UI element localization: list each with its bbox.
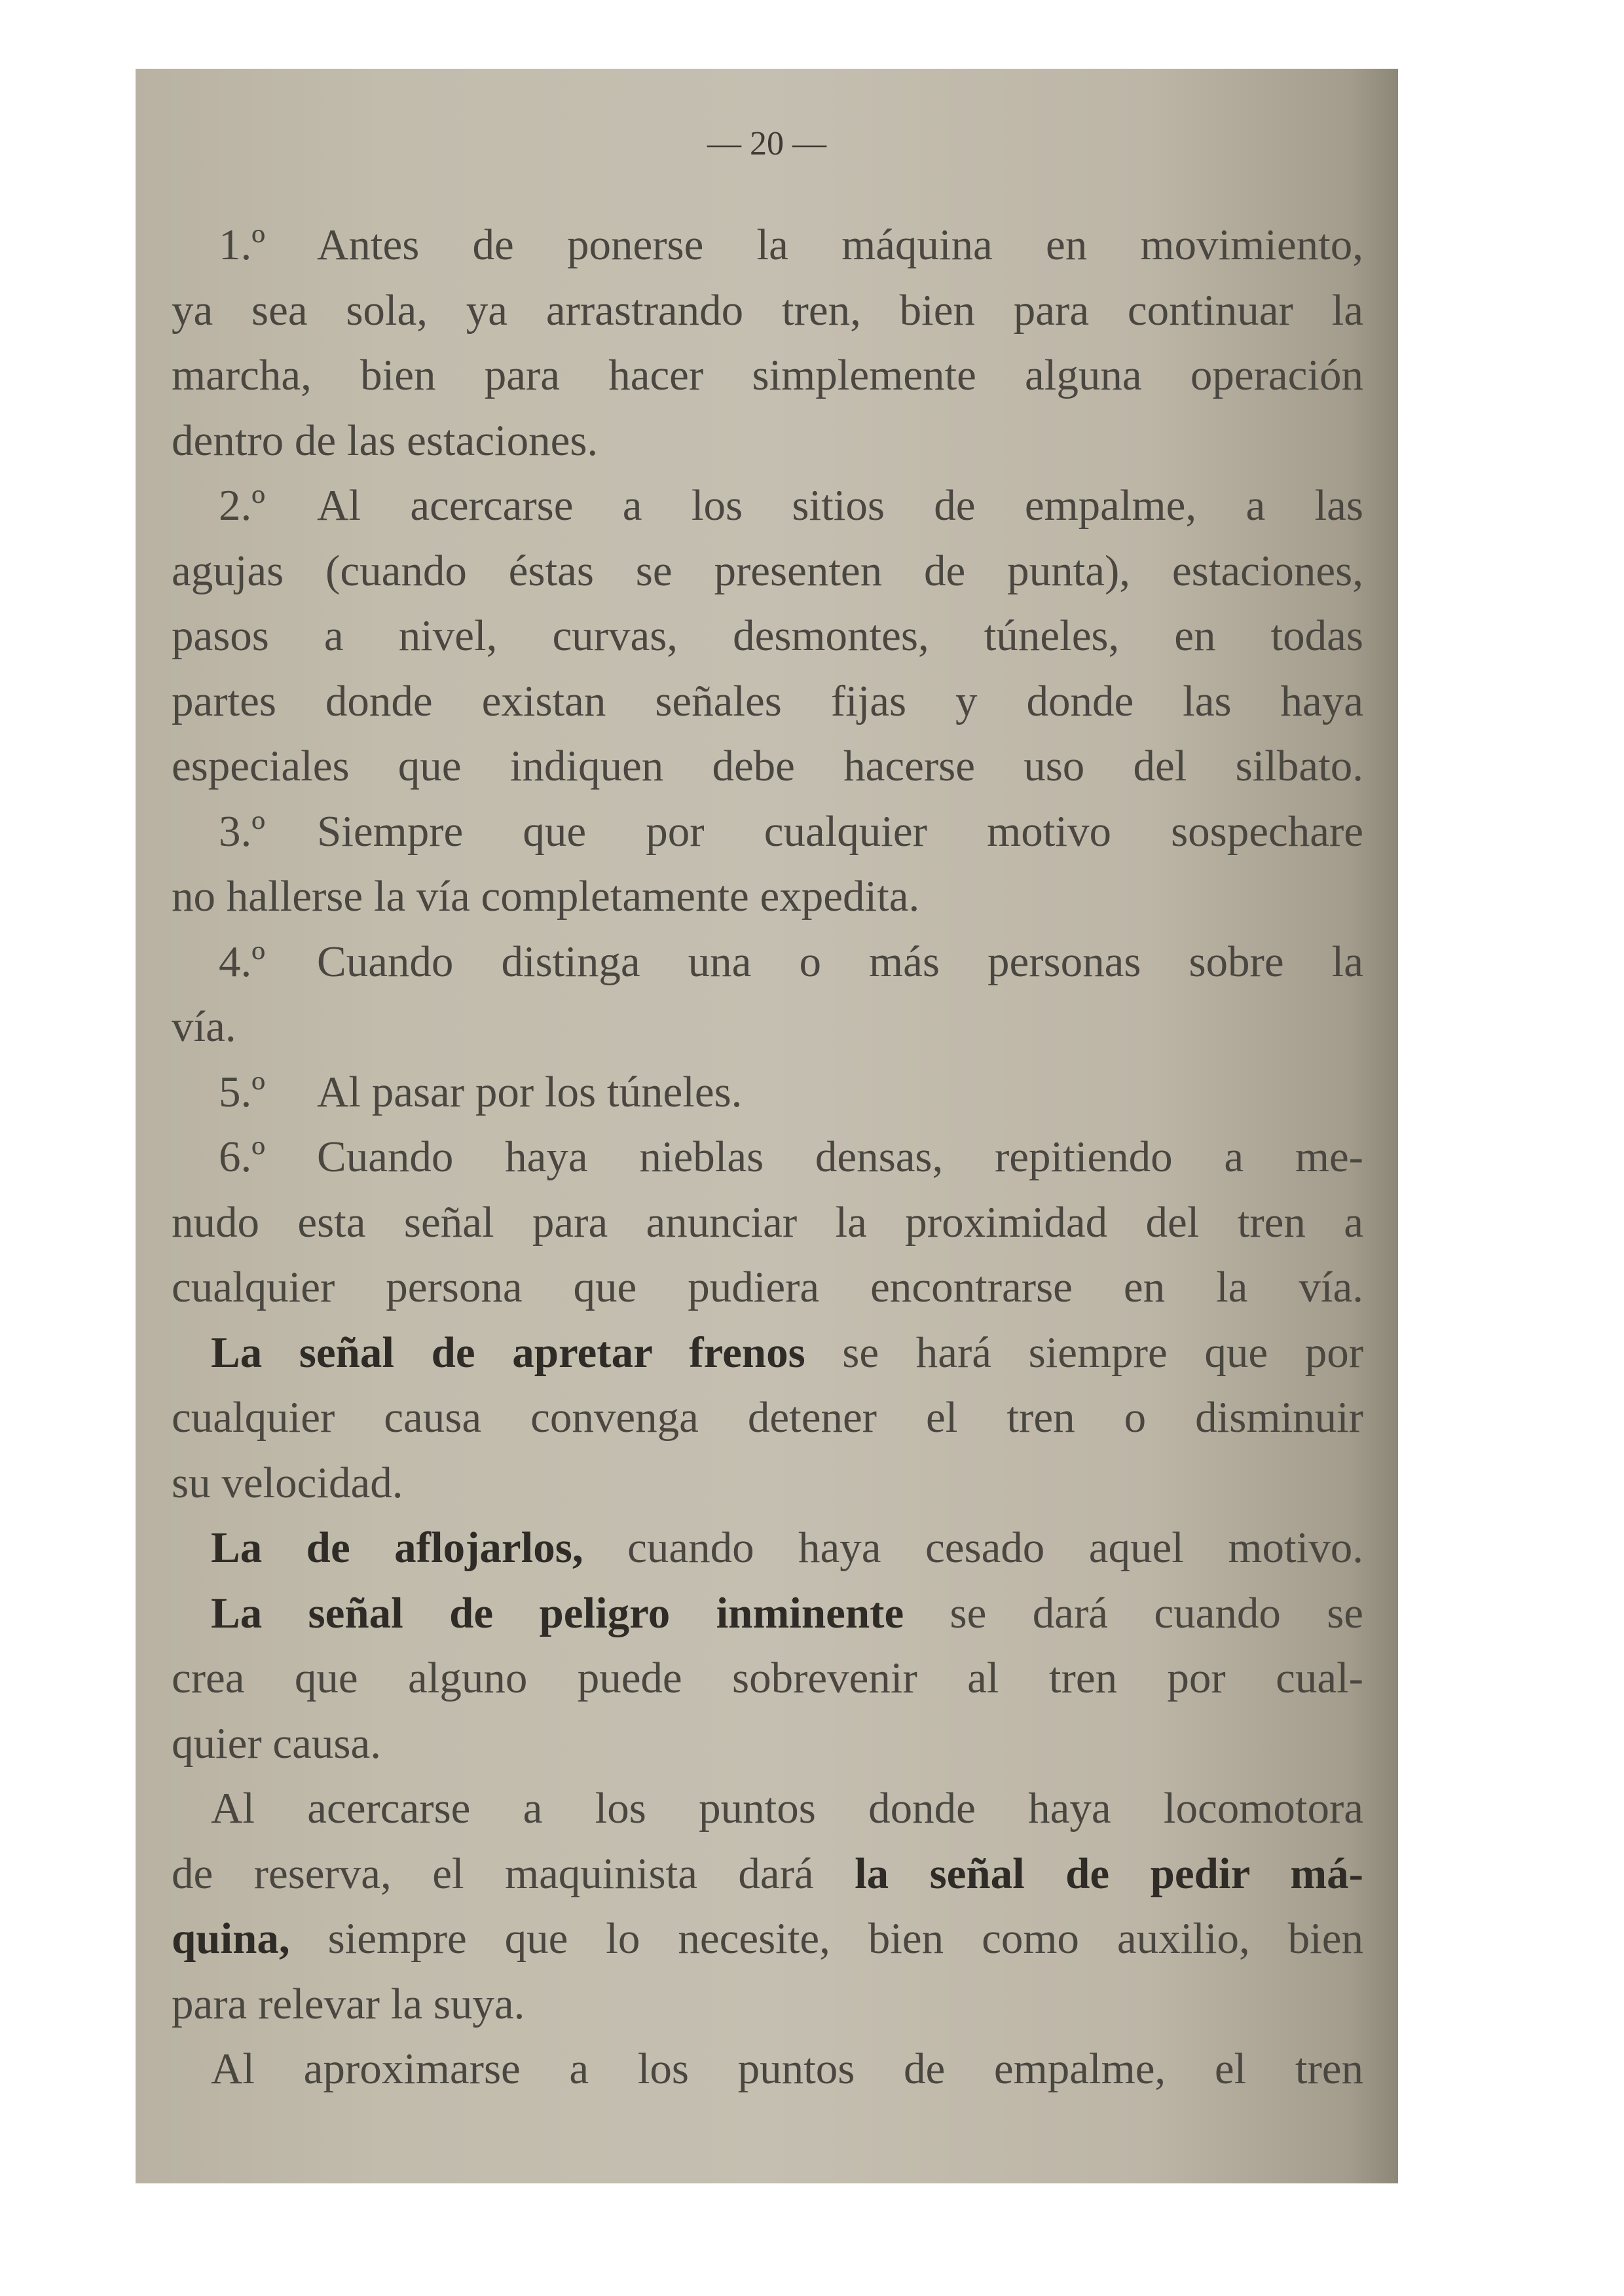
text-line: dentro de las estaciones. <box>172 416 599 465</box>
text-line: La señal de apretar frenos se hará siempre que por <box>211 1328 1364 1377</box>
scanned-page <box>136 69 1398 2183</box>
text-line: marcha, bien para hacer simplemente alguna operación <box>172 351 1363 399</box>
text-line: 2.º Al acercarse a los sitios de empalme, a las <box>219 481 1363 530</box>
text-line: partes donde existan señales fijas y donde las haya <box>172 676 1363 725</box>
text-line: ya sea sola, ya arrastrando tren, bien para continuar la <box>172 285 1363 335</box>
text-line: no hallerse la vía completamente expedita. <box>172 872 920 920</box>
text-line: para relevar la suya. <box>172 1979 525 2028</box>
text-line: Al aproximarse a los puntos de empalme, el tren <box>211 2045 1363 2093</box>
text-line: vía. <box>172 1002 236 1051</box>
text-line: 1.º Antes de ponerse la máquina en movimiento, <box>219 221 1363 269</box>
text-line: crea que alguno puede sobrevenir al tren por cual- <box>172 1654 1363 1702</box>
text-line: Al acercarse a los puntos donde haya locomotora <box>211 1784 1363 1832</box>
text-line: de reserva, el maquinista dará la señal de pedir má- <box>172 1849 1363 1898</box>
text-line: 3.º Siempre que por cualquier motivo sospechare <box>219 807 1363 856</box>
body-text <box>172 213 1363 2102</box>
text-line: quina, siempre que lo necesite, bien como auxilio, bien <box>172 1914 1363 1963</box>
text-line: 5.º Al pasar por los túneles. <box>219 1067 743 1116</box>
text-line: 4.º Cuando distinga una o más personas sobre la <box>219 937 1363 986</box>
text-line: pasos a nivel, curvas, desmontes, túneles, en todas <box>172 611 1363 660</box>
text-line: especiales que indiquen debe hacerse uso del silbato. <box>172 742 1363 790</box>
page-number: — 20 — <box>707 125 826 162</box>
text-line: cualquier causa convenga detener el tren o disminuir <box>172 1393 1363 1442</box>
text-line: La señal de peligro inminente se dará cuando se <box>211 1588 1364 1637</box>
text-line: su velocidad. <box>172 1458 403 1507</box>
text-line: cualquier persona que pudiera encontrarse en la vía. <box>172 1263 1363 1311</box>
text-line: La de aflojarlos, cuando haya cesado aquel motivo. <box>211 1523 1363 1572</box>
text-line: 6.º Cuando haya nieblas densas, repitiendo a me- <box>219 1133 1363 1181</box>
text-line: nudo esta señal para anunciar la proximidad del tren a <box>172 1197 1363 1247</box>
text-line: quier causa. <box>172 1719 381 1768</box>
text-line: agujas (cuando éstas se presenten de punta), estaciones, <box>172 546 1363 595</box>
